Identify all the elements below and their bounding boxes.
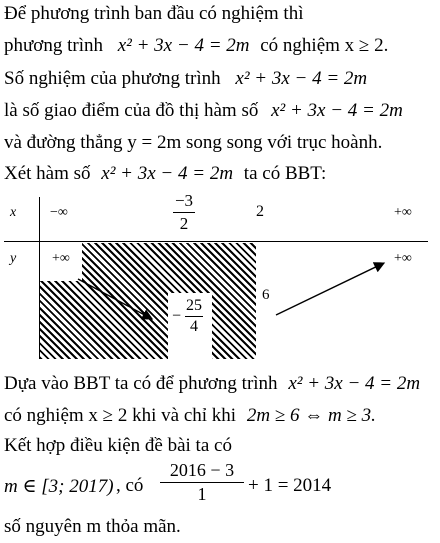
text-line-10: m ∈ [3; 2017) , có 2016 − 3 1 + 1 = 2014 bbox=[4, 460, 332, 504]
x-two: 2 bbox=[256, 203, 264, 220]
arrow-decreasing bbox=[78, 279, 152, 319]
y-value-six: 6 bbox=[262, 287, 270, 303]
table-x-label: x bbox=[10, 205, 17, 220]
variation-arrows bbox=[0, 193, 440, 363]
y-right-infinity: +∞ bbox=[394, 251, 412, 266]
text-line-8: có nghiệm x ≥ 2 khi và chỉ khi 2m ≥ 6 ⇔ m ≥ 3. bbox=[4, 405, 376, 426]
x-vertex-fraction: −3 2 bbox=[174, 191, 194, 233]
equation: x² + 3x − 4 = 2m bbox=[117, 35, 250, 56]
text-line-5: và đường thẳng y = 2m song song với trục hoành. bbox=[4, 132, 383, 153]
equation: 2m ≥ 6 ⇔ m ≥ 3. bbox=[246, 405, 376, 426]
table-y-label: y bbox=[10, 251, 17, 266]
count-fraction: 2016 − 3 1 bbox=[160, 460, 244, 505]
equation: x² + 3x − 4 = 2m bbox=[101, 163, 234, 184]
equation: x² + 3x − 4 = 2m bbox=[235, 68, 368, 89]
equation: x² + 3x − 4 = 2m bbox=[288, 373, 421, 394]
text-line-3: Số nghiệm của phương trình x² + 3x − 4 = 2m bbox=[4, 68, 368, 89]
variation-table bbox=[0, 193, 440, 363]
x-pos-infinity: +∞ bbox=[394, 205, 412, 220]
y-left-infinity: +∞ bbox=[52, 251, 70, 266]
y-minimum: − $\frac{25}{4}$ bbox=[172, 297, 203, 335]
text-line-7: Dựa vào BBT ta có để phương trình x² + 3x − 4 = 2m bbox=[4, 373, 421, 394]
text-line-11: số nguyên m thỏa mãn. bbox=[4, 516, 181, 537]
text-line-6: Xét hàm số x² + 3x − 4 = 2m ta có BBT: bbox=[4, 163, 327, 184]
arrow-increasing bbox=[276, 263, 384, 315]
text-line-1: Để phương trình ban đầu có nghiệm thì bbox=[4, 3, 304, 24]
x-neg-infinity: −∞ bbox=[50, 205, 68, 220]
text-line-9: Kết hợp điều kiện đề bài ta có bbox=[4, 435, 232, 456]
text-line-4: là số giao điểm của đồ thị hàm số x² + 3x − 4 = 2m bbox=[4, 100, 403, 121]
equation: x² + 3x − 4 = 2m bbox=[271, 100, 403, 121]
text-line-2: phương trình x² + 3x − 4 = 2m có nghiệm x ≥ 2. bbox=[4, 35, 389, 56]
